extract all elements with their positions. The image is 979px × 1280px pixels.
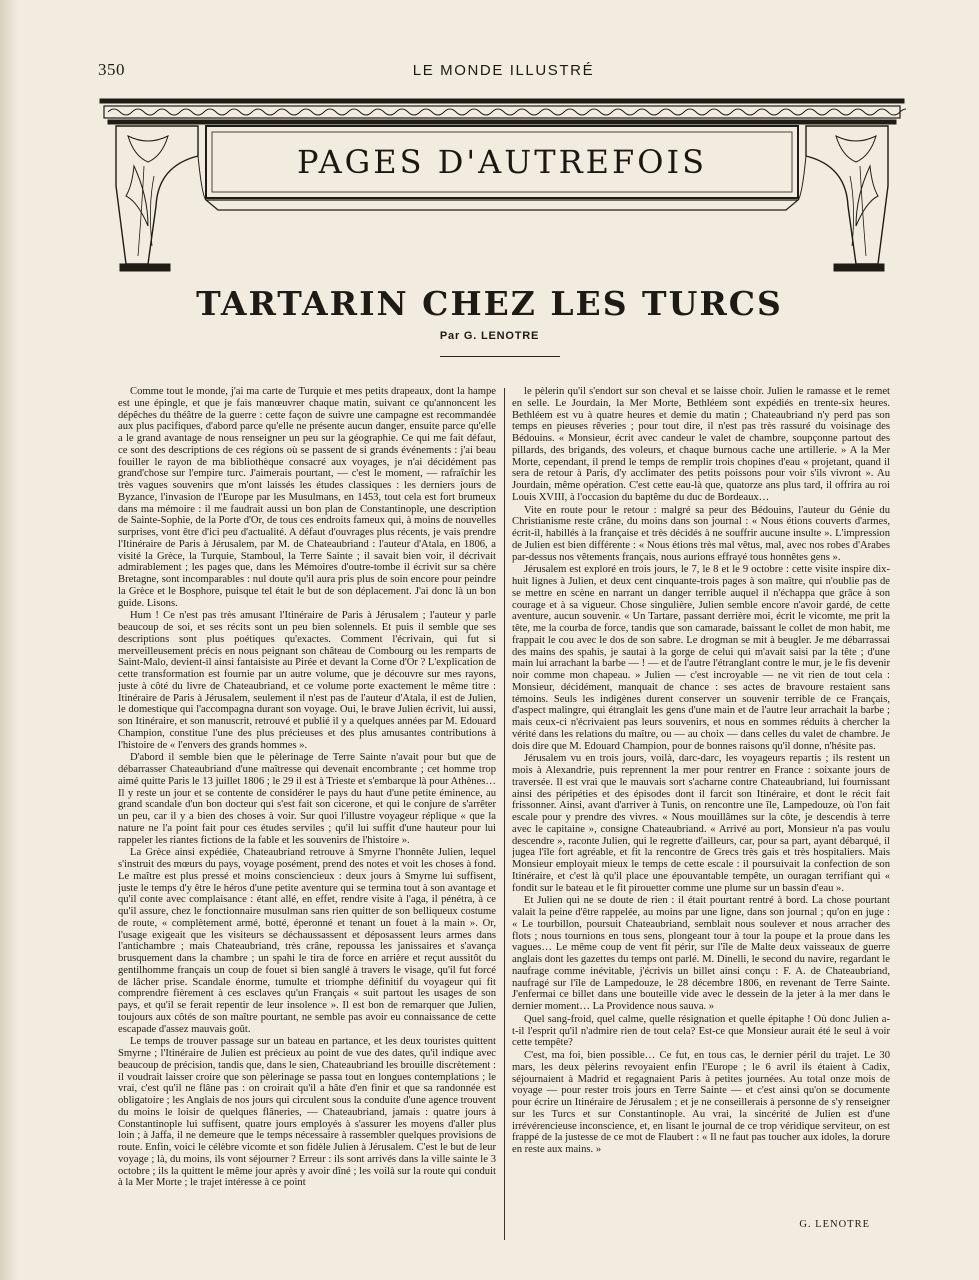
ornamental-frame <box>98 96 906 274</box>
column-divider <box>504 388 505 1240</box>
paragraph: C'est, ma foi, bien possible… Ce fut, en tous cas, le dernier péril du trajet. Le 30 mars, les deux pèlerins revoyaient enfin l'Europe ; le 6 avril ils étaient à Cadix, séjournaient à Madrid et regagnaient Paris à petites journées. Au total onze mois de voyage — pour rester trois jours en Terre Sainte — et c'est ainsi qu'on se documente pour écrire un Itinéraire de Jérusalem ; et je ne conseillerais à personne de s'y renseigner sur les Turcs et sur Constantinople. Au vrai, la sincérité de Julien est d'une irrévérencieuse inconscience, et, en lisant le journal de ce trop véridique serviteur, on est frappé de la justesse de ce mot de Flaubert : « Il ne faut pas toucher aux idoles, la dorure en reste aux mains. » <box>512 1050 890 1155</box>
journal-title: LE MONDE ILLUSTRÉ <box>412 62 595 79</box>
paragraph: le pèlerin qu'il s'endort sur son cheval et se laisse choir. Julien le ramasse et le remet en selle. Le Jourdain, la Mer Morte, Bethléem sont expédiés en trente-six heures. Bethléem est vu à quatre heures et demie du matin ; Chateaubriand n'y perd pas son temps en pieuses rêveries ; pour tout dire, il n'est pas très rassuré du voisinage des Bédouins. « Monsieur, écrit avec candeur le valet de chambre, soupçonne partout des pillards, des brigands, des voleurs, et chaque burnous cache une artillerie. » A la Mer Morte, cependant, il prend le temps de remplir trois chopines d'eau « projetant, quand il sera de retour à Paris, d'y acclimater des petits poissons pour voir s'ils vivront ». Au Jourdain, même opération. C'est cette eau-là que, quatorze ans plus tard, il offrira au roi Louis XVIII, à l'occasion du baptême du duc de Bordeaux… <box>512 386 890 503</box>
paragraph: Le temps de trouver passage sur un bateau en partance, et les deux touristes quittent Smyrne ; l'Itinéraire de Julien est précieux au point de vue des dates, qu'il indique avec beaucoup de précision, tandis que, dans le sien, Chateaubriand les brouille discrètement : il voudrait laisser croire que son pèlerinage se passa tout en longues contemplations ; le vrai, c'est qu'il ne flâne pas : on croirait qu'il a hâte d'en finir et que sa randonnée est obligatoire ; les Anglais de nos jours qui circulent sous la conduite d'une agence trouvent du moins le loisir de quelques flâneries, — Chateaubriand, jamais : quatre jours à Constantinople lui suffisent, quatre jours employés à s'assurer les moyens d'aller plus loin ; à Jaffa, il ne demeure que le temps nécessaire à rassembler quelques provisions de route. Enfin, voici le célèbre vicomte et son fidèle Julien à Jérusalem. C'est le but de leur voyage ; là, du moins, ils vont séjourner ? Erreur : ils sont arrivés dans la ville sainte le 3 octobre ; ils la quittent le même jour après y avoir dîné ; les voilà sur la route qui conduit à la Mer Morte ; le trajet intéresse à ce point <box>118 1036 496 1189</box>
paragraph: La Grèce ainsi expédiée, Chateaubriand retrouve à Smyrne l'honnête Julien, lequel s'instruit des mœurs du pays, voyage posément, prend des notes et voit les choses à fond. Le maître est plus pressé et moins consciencieux : deux jours à Smyrne lui suffisent, juste le temps d'y être le héros d'une petite aventure qui se termina tout à son avantage et qu'il conte avec complaisance : étant allé, en effet, rendre visite à l'aga, il pénétra, à ce qu'il assure, chez le fonctionnaire musulman sans rien quitter de son belliqueux costume de route, « complètement armé, botté, éperonné et tenant un fouet à la main ». Or, l'usage exigeait que les visiteurs se déchaussassent et déposassent leurs armes dans l'antichambre ; mais Chateaubriand, très crâne, repoussa les janissaires et s'avança brusquement dans la chambre ; un spahi le tira de force en arrière et reçut aussitôt du gentilhomme français un coup de fouet si bien sanglé à travers le visage, qu'il fut forcé de lâcher prise. Scandale énorme, tumulte et triomphe définitif du voyageur qui fit comprendre fièrement à ces esclaves qu'un Français « suit partout les usages de son pays, et qu'il se ferait repentir de leur insolence ». Il est bon de remarquer que Julien, toujours aux côtés de son maître pourtant, ne semble pas avoir eu connaissance de cette escapade d'assez mauvais goût. <box>118 847 496 1035</box>
byline-divider <box>440 356 560 357</box>
article-title: TARTARIN CHEZ LES TURCS <box>196 284 783 323</box>
banner-title: PAGES D'AUTREFOIS <box>296 143 708 181</box>
page-number: 350 <box>98 60 125 79</box>
paragraph: Vite en route pour le retour : malgré sa peur des Bédouins, l'auteur du Génie du Christianisme reste crâne, du moins dans son journal : « Nous étions couverts d'armes, écrit-il, habillés à la française et très décidés à ne souffrir aucune insulte ». L'impression de Julien est bien différente : « Nous étions très mal vêtus, mal, avec nos robes d'Arabes par-dessus nos vêtements français, nous aurions effrayé tous honnêtes gens ». <box>512 504 890 563</box>
author-signature: G. LENOTRE <box>799 1219 870 1230</box>
paragraph: Hum ! Ce n'est pas très amusant l'Itinéraire de Paris à Jérusalem ; l'auteur y parle beaucoup de soi, et ses récits sont un peu bien solennels. Et puis il semble que ses descriptions sont plus poétiques qu'exactes. Comment l'écrivain, qui fut si merveilleusement précis en nous peignant son château de Combourg ou les remparts de Saint-Malo, devient-il ainsi fantaisiste au Pirée et devant la Corne d'Or ? L'explication de cette transformation est fournie par un autre volume, que je découvre sur mes rayons, juste à côté du livre de Chateaubriand, et ce volume porte exactement le même titre : Itinéraire de Paris à Jérusalem, seulement il n'est pas de l'auteur d'Atala, il est de Julien, le domestique qui l'accompagna durant son voyage. Oui, le brave Julien écrivit, lui aussi, son Itinéraire, et son manuscrit, retrouvé et publié il y a quelques années par M. Edouard Champion, constitue l'une des plus précieuses et des plus amusantes contributions à l'histoire de « l'envers des grands hommes ». <box>118 610 496 751</box>
running-head <box>98 60 909 86</box>
paragraph: D'abord il semble bien que le pèlerinage de Terre Sainte n'avait pour but que de débarrasser Chateaubriand d'une maîtresse qui devenait encombrante ; cet homme trop aimé quitte Paris le 13 juillet 1806 ; le 29 il est à Trieste et s'embarque là pour Athènes… Il y reste un jour et se contente de considérer le pays du haut d'une petite éminence, au grand scandale d'un bon docteur qui s'est fait son cicerone, et qui le conjure de s'arrêter un peu, car il y a bien des choses à voir. Sur quoi l'illustre voyageur réplique « que la nature ne l'a point fait pour ces études serviles ; qu'il lui suffit d'une hauteur pour lui rappeler les riantes fictions de la fable et les souvenirs de l'histoire ». <box>118 752 496 846</box>
article-byline: Par G. LENOTRE <box>439 330 540 342</box>
section-banner <box>98 96 906 274</box>
paragraph: Et Julien qui ne se doute de rien : il était pourtant rentré à bord. La chose pourtant valait la peine d'être rappelée, au moins par une ligne, dans son journal ; qu'on en juge : « Le tourbillon, poursuit Chateaubriand, semblait nous soulever et nous arracher des flots ; nous tournions en tous sens, plongeant tour à tour la poupe et la proue dans les vagues… Le même coup de vent fit périr, sur l'île de Malte deux vaisseaux de guerre anglais dont les gazettes du temps ont parlé. M. Dinelli, le second du navire, regardant le naufrage comme inévitable, j'écrivis un billet ainsi conçu : F. A. de Chateaubriand, naufragé sur l'île de Lampedouze, le 28 décembre 1806, en revenant de Terre Sainte. J'enfermai ce billet dans une bouteille vide avec le dessein de la jeter à la mer dans le dernier moment… La Providence nous sauva. » <box>512 895 890 1012</box>
left-column <box>118 386 496 1246</box>
paragraph: Quel sang-froid, quel calme, quelle résignation et quelle épitaphe ! Où donc Julien a-t-il l'esprit qu'il n'admire rien de tout cela? Est-ce que Monsieur aurait été le seul à voir cette tempête? <box>512 1013 890 1049</box>
right-column <box>512 386 890 1246</box>
paragraph: Jérusalem vu en trois jours, voilà, darc-darc, les voyageurs repartis ; ils restent un mois à Alexandrie, puis reprennent la mer pour rentrer en France : soixante jours de traversée. Il est vrai que le mauvais sort s'acharne contre Chateaubriand, lui fournissant ainsi des péripéties et des épisodes dont il farcit son Itinéraire, et dont le récit fait frissonner. Ainsi, avant d'arriver à Tunis, on rencontre une île, Lampedouze, où l'on fait escale pour y prendre des vivres. « Nous mouillâmes sur la côte, je descendis à terre avec le capitaine », consigne Chateaubriand. « Arrivé au port, Monsieur n'a pas voulu descendre », raconte Julien, qui le regrette d'ailleurs, car, pour sa part, ayant débarqué, il jugea l'île fort agréable, et fit la rencontre de Grecs très gais et très hospitaliers. Mais Monsieur employait mieux le temps de cette escale : il poursuivait la confection de son Itinéraire, et c'est là qu'il place une épouvantable tempête, un ouragan terrifiant qui « fondit sur le bateau et le fit pirouetter comme une plume sur un bassin d'eau ». <box>512 753 890 894</box>
paragraph: Jérusalem est exploré en trois jours, le 7, le 8 et le 9 octobre : cette visite inspire dix-huit lignes à Julien, et deux cent cinquante-trois pages à son maître, qui n'oublie pas de se mettre en scène en narrant un danger terrible auquel il n'échappa que grâce à son courage et à sa vigueur. Chose singulière, Julien semble encore n'avoir gardé, de cette aventure, aucun souvenir. « Un Tartare, passant derrière moi, écrit le vicomte, me prit la tête, me la courba de force, tandis que son camarade, baissant le collet de mon habit, me frappait le cou avec le dos de son sabre. Le drogman se mit à beugler. Je me débarrassai des mains des spahis, je sautai à la gorge de celui qui m'avait saisi par la tête ; d'une main lui arrachant la barbe — ! — et de l'autre l'étranglant contre le mur, je le fis devenir noir comme mon chapeau. » Julien — c'est incroyable — ne vit rien de tout cela : Monsieur, décidément, manquait de chance : ses actes de bravoure restaient sans témoins. Seuls les indigènes durent conserver un souvenir terrible de ce Français, d'aspect malingre, qui étranglait les gens d'une main et de l'autre leur arrachait la barbe ; mais ceux-ci n'écrivaient pas leurs souvenirs, et nous en sommes réduits à chercher la vérité dans les relations du maître, ou — au choix — dans celles du valet de chambre. Je dois dire que M. Edouard Champion, pour de bonnes raisons qu'il donne, n'hésite pas. <box>512 564 890 752</box>
paragraph: Comme tout le monde, j'ai ma carte de Turquie et mes petits drapeaux, dont la hampe est une épingle, et que je fais manœuvrer chaque matin, suivant ce qu'annoncent les dépêches du théâtre de la guerre : cette façon de suivre une campagne est recommandée aux plus pacifiques, d'abord parce qu'elle ne présente aucun danger, ensuite parce qu'elle a le grand avantage de nous renseigner un peu sur la géographie. Ce qui me fait défaut, ce sont des descriptions de ces régions où se passent de si grands événements : j'ai beau fouiller le rayon de ma bibliothèque consacré aux voyages, je n'ai décidément pas grand'chose sur l'empire turc. J'aimerais pourtant, — c'est le moment, — rafraîchir les très vagues souvenirs que m'ont laissés les études classiques : les derniers jours de Byzance, l'invasion de l'Europe par les Musulmans, en 1453, tout cela est fort brumeux dans ma mémoire : il me faudrait aussi un bon plan de Constantinople, une description de Sainte-Sophie, de la Porte d'Or, de tous ces endroits fameux qui, à moins de nouvelles surprises, vont être d'ici peu d'actualité. A défaut d'ouvrages plus récents, je vais prendre l'Itinéraire de Paris à Jérusalem, par M. de Chateaubriand : l'auteur d'Atala, en 1806, a visité la Grèce, la Turquie, Stamboul, la Terre Sainte ; il savait bien voir, il décrivait admirablement ; les pages que, dans les Mémoires d'outre-tombe il écrivit sur sa chère Bretagne, sont incomparables : nul doute qu'il aura pris plus de soin encore pour peindre la Grèce et le Bosphore, puisque tel était le but de son déplacement. J'ai donc là un bon guide. Lisons. <box>118 386 496 609</box>
article-body <box>118 386 894 1246</box>
